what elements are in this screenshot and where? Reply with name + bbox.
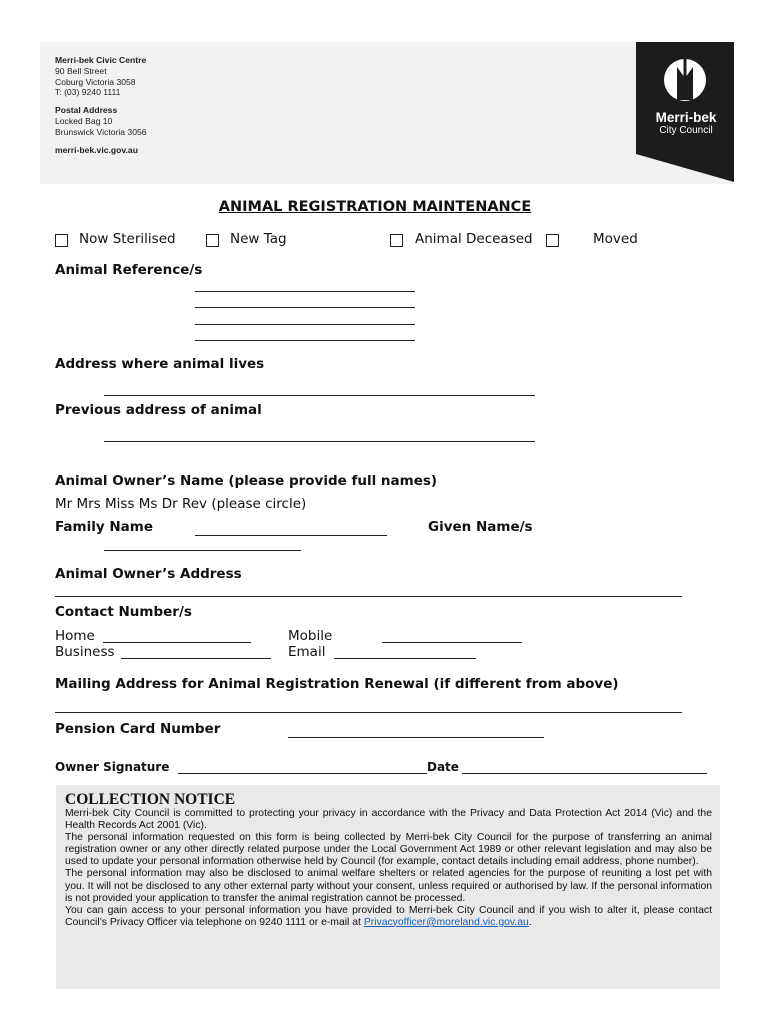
pension-card-line[interactable] [288,737,544,738]
collection-notice-title: COLLECTION NOTICE [65,791,236,808]
date-label: Date [427,760,459,774]
animal-reference-line-3[interactable] [195,324,415,325]
new-tag-label: New Tag [230,231,287,247]
animal-reference-line-2[interactable] [195,307,415,308]
email-label: Email [288,644,326,660]
owner-signature-label: Owner Signature [55,760,170,774]
logo-name: Merri-bek [655,110,717,125]
email-line[interactable] [334,658,476,659]
animal-deceased-checkbox[interactable] [390,234,403,247]
office-phone: T: (03) 9240 1111 [55,87,121,98]
home-phone-line[interactable] [103,642,251,643]
postal-line-2: Brunswick Victoria 3056 [55,126,147,137]
office-suburb: Coburg Victoria 3058 [55,76,136,87]
privacy-email-link[interactable]: Privacyofficer@moreland.vic.gov.au [363,916,529,928]
moved-label: Moved [593,231,638,247]
postal-line-1: Locked Bag 10 [55,115,113,126]
given-name-line[interactable] [104,550,301,551]
pension-card-label: Pension Card Number [55,721,221,737]
collection-notice-body [65,808,712,929]
date-line[interactable] [462,773,707,774]
previous-address-label: Previous address of animal [55,402,262,418]
previous-address-line[interactable] [104,441,535,442]
logo-subtitle: City Council [659,125,713,136]
notice-contact-text: You can gain access to your personal information you have provided to Merri-bek City Council and if you wish to alter it, please contact Council’s Privacy Officer via telephone on 9240 1111 or e-mail at [65,904,712,928]
business-label: Business [55,644,115,660]
postal-heading: Postal Address [55,105,118,116]
notice-end: . [528,916,532,928]
mobile-line[interactable] [382,642,522,643]
owner-signature-line[interactable] [178,773,427,774]
now-sterilised-label: Now Sterilised [79,231,176,247]
address-lives-label: Address where animal lives [55,356,265,372]
council-address-block [55,55,147,155]
owner-name-label: Animal Owner’s Name (please provide full names) [55,473,438,489]
notice-paragraph-1: Merri-bek City Council is committed to protecting your privacy in accordance with the Privacy and Data Protection Act 2014 (Vic) and the Health Records Act 2001 (Vic). [65,808,712,832]
contact-label: Contact Number/s [55,604,192,620]
titles-options[interactable]: Mr Mrs Miss Ms Dr Rev (please circle) [55,496,307,512]
office-name: Merri-bek Civic Centre [55,55,147,65]
new-tag-checkbox[interactable] [206,234,219,247]
animal-reference-line-1[interactable] [195,291,415,292]
owner-address-label: Animal Owner’s Address [55,566,242,582]
animal-deceased-label: Animal Deceased [415,231,533,247]
mailing-address-line[interactable] [55,712,682,713]
notice-paragraph-2: The personal information requested on this form is being collected by Merri-bek City Council for the purpose of transferring an animal registration owner or any other directly related purpose under the Local Government Act 1989 or other relevant legislation and may also be used to update your personal information otherwise held by Council (for example, contact details including email address, phone number). [65,832,712,868]
logo-wordmark [640,110,732,137]
home-label: Home [55,628,95,644]
moved-checkbox[interactable] [546,234,559,247]
mailing-address-label: Mailing Address for Animal Registration Renewal (if different from above) [55,676,619,692]
form-title: ANIMAL REGISTRATION MAINTENANCE [218,199,532,215]
mobile-label: Mobile [288,628,333,644]
family-name-label: Family Name [55,519,153,535]
family-name-line[interactable] [195,535,387,536]
office-street: 90 Bell Street [55,65,107,76]
animal-reference-label: Animal Reference/s [55,262,203,278]
animal-reference-line-4[interactable] [195,340,415,341]
owner-address-line[interactable] [55,596,682,597]
now-sterilised-checkbox[interactable] [55,234,68,247]
notice-paragraph-3: The personal information may also be disclosed to animal welfare shelters or related agencies for the purpose of reuniting a lost pet with you. It will not be disclosed to any other external party without your consent, unless required or authorised by law. If the personal information is not provided your application to transfer the animal registration cannot be processed. [65,868,712,904]
website: merri-bek.vic.gov.au [55,144,138,155]
business-phone-line[interactable] [121,658,271,659]
address-lives-line[interactable] [104,395,535,396]
notice-paragraph-4 [65,905,712,929]
given-name-label: Given Name/s [428,519,533,535]
